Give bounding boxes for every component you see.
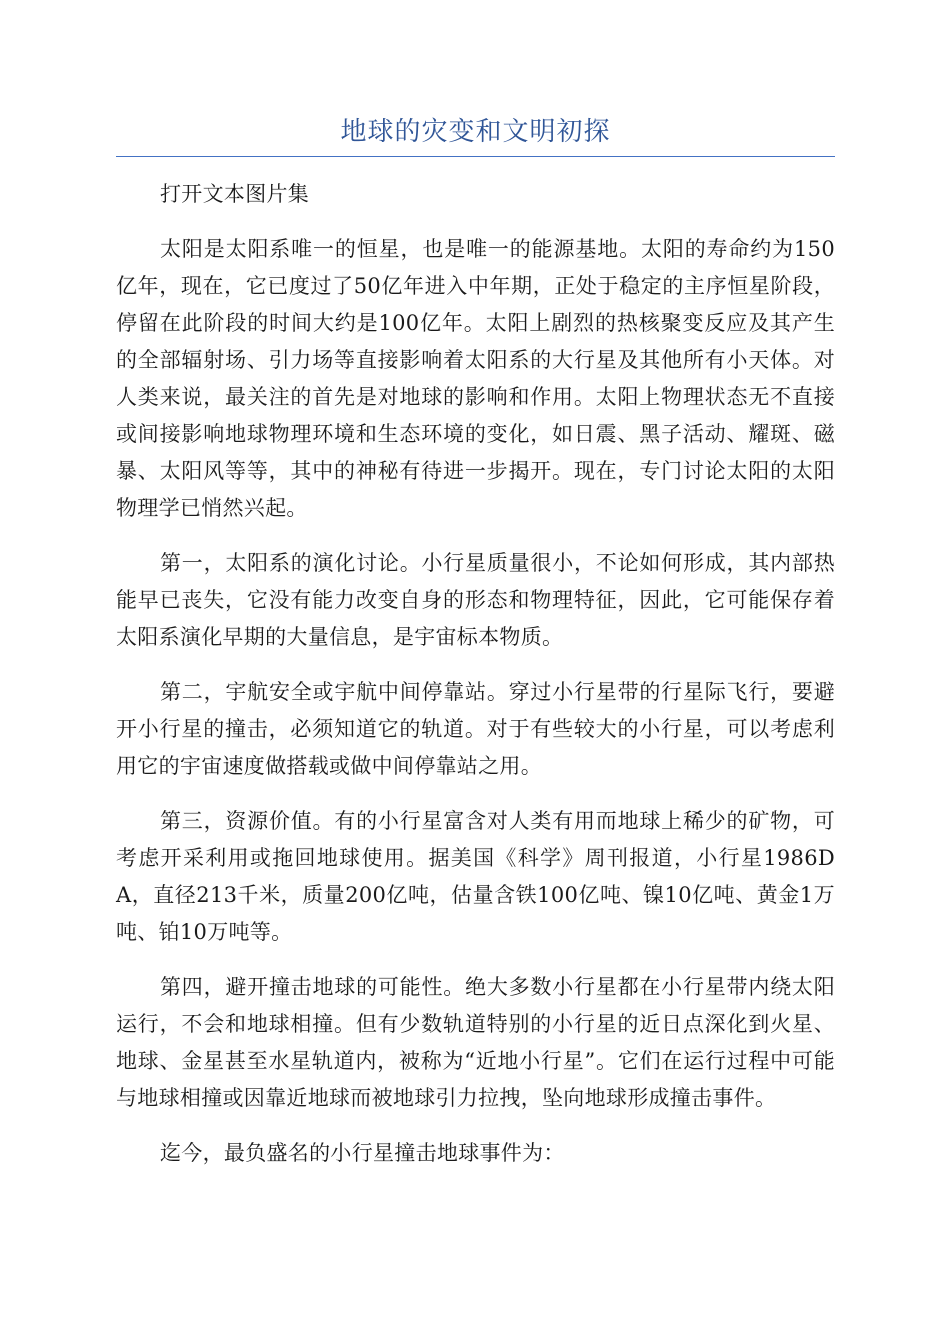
paragraph-first: 第一，太阳系的演化讨论。小行星质量很小，不论如何形成，其内部热能早已丧失，它没有能力改变自身的形态和物理特征，因此，它可能保存着太阳系演化早期的大量信息，是宇宙标本物质。 bbox=[116, 551, 835, 649]
page-title: 地球的灾变和文明初探 bbox=[340, 117, 611, 147]
title-block bbox=[116, 112, 835, 157]
paragraph-second: 第二，宇航安全或宇航中间停靠站。穿过小行星带的行星际飞行，要避开小行星的撞击，必须知道它的轨道。对于有些较大的小行星，可以考虑利用它的宇宙速度做搭载或做中间停靠站之用。 bbox=[116, 680, 835, 778]
paragraph-so-far: 迄今，最负盛名的小行星撞击地球事件为： bbox=[160, 1141, 565, 1165]
paragraph-fourth: 第四，避开撞击地球的可能性。绝大多数小行星都在小行星带内绕太阳运行，不会和地球相撞。但有少数轨道特别的小行星的近日点深化到火星、地球、金星甚至水星轨道内，被称为“近地小行星”。它们在运行过程中可能与地球相撞或因靠近地球而被地球引力拉拽，坠向地球形成撞击事件。 bbox=[116, 975, 835, 1110]
paragraph-sun: 太阳是太阳系唯一的恒星，也是唯一的能源基地。太阳的寿命约为150亿年，现在，它已度过了50亿年进入中年期，正处于稳定的主序恒星阶段，停留在此阶段的时间大约是100亿年。太阳上剧烈的热核聚变反应及其产生的全部辐射场、引力场等直接影响着太阳系的大行星及其他所有小天体。对人类来说，最关注的首先是对地球的影响和作用。太阳上物理状态无不直接或间接影响地球物理环境和生态环境的变化，如日震、黑子活动、耀斑、磁暴、太阳风等等，其中的神秘有待进一步揭开。现在，专门讨论太阳的太阳物理学已悄然兴起。 bbox=[116, 237, 835, 520]
document-body bbox=[116, 176, 835, 1190]
paragraph-open-gallery: 打开文本图片集 bbox=[160, 182, 310, 206]
paragraph-third: 第三，资源价值。有的小行星富含对人类有用而地球上稀少的矿物，可考虑开采利用或拖回地球使用。据美国《科学》周刊报道，小行星1986DA，直径213千米，质量200亿吨，估量含铁100亿吨、镍10亿吨、黄金1万吨、铂10万吨等。 bbox=[116, 809, 835, 944]
